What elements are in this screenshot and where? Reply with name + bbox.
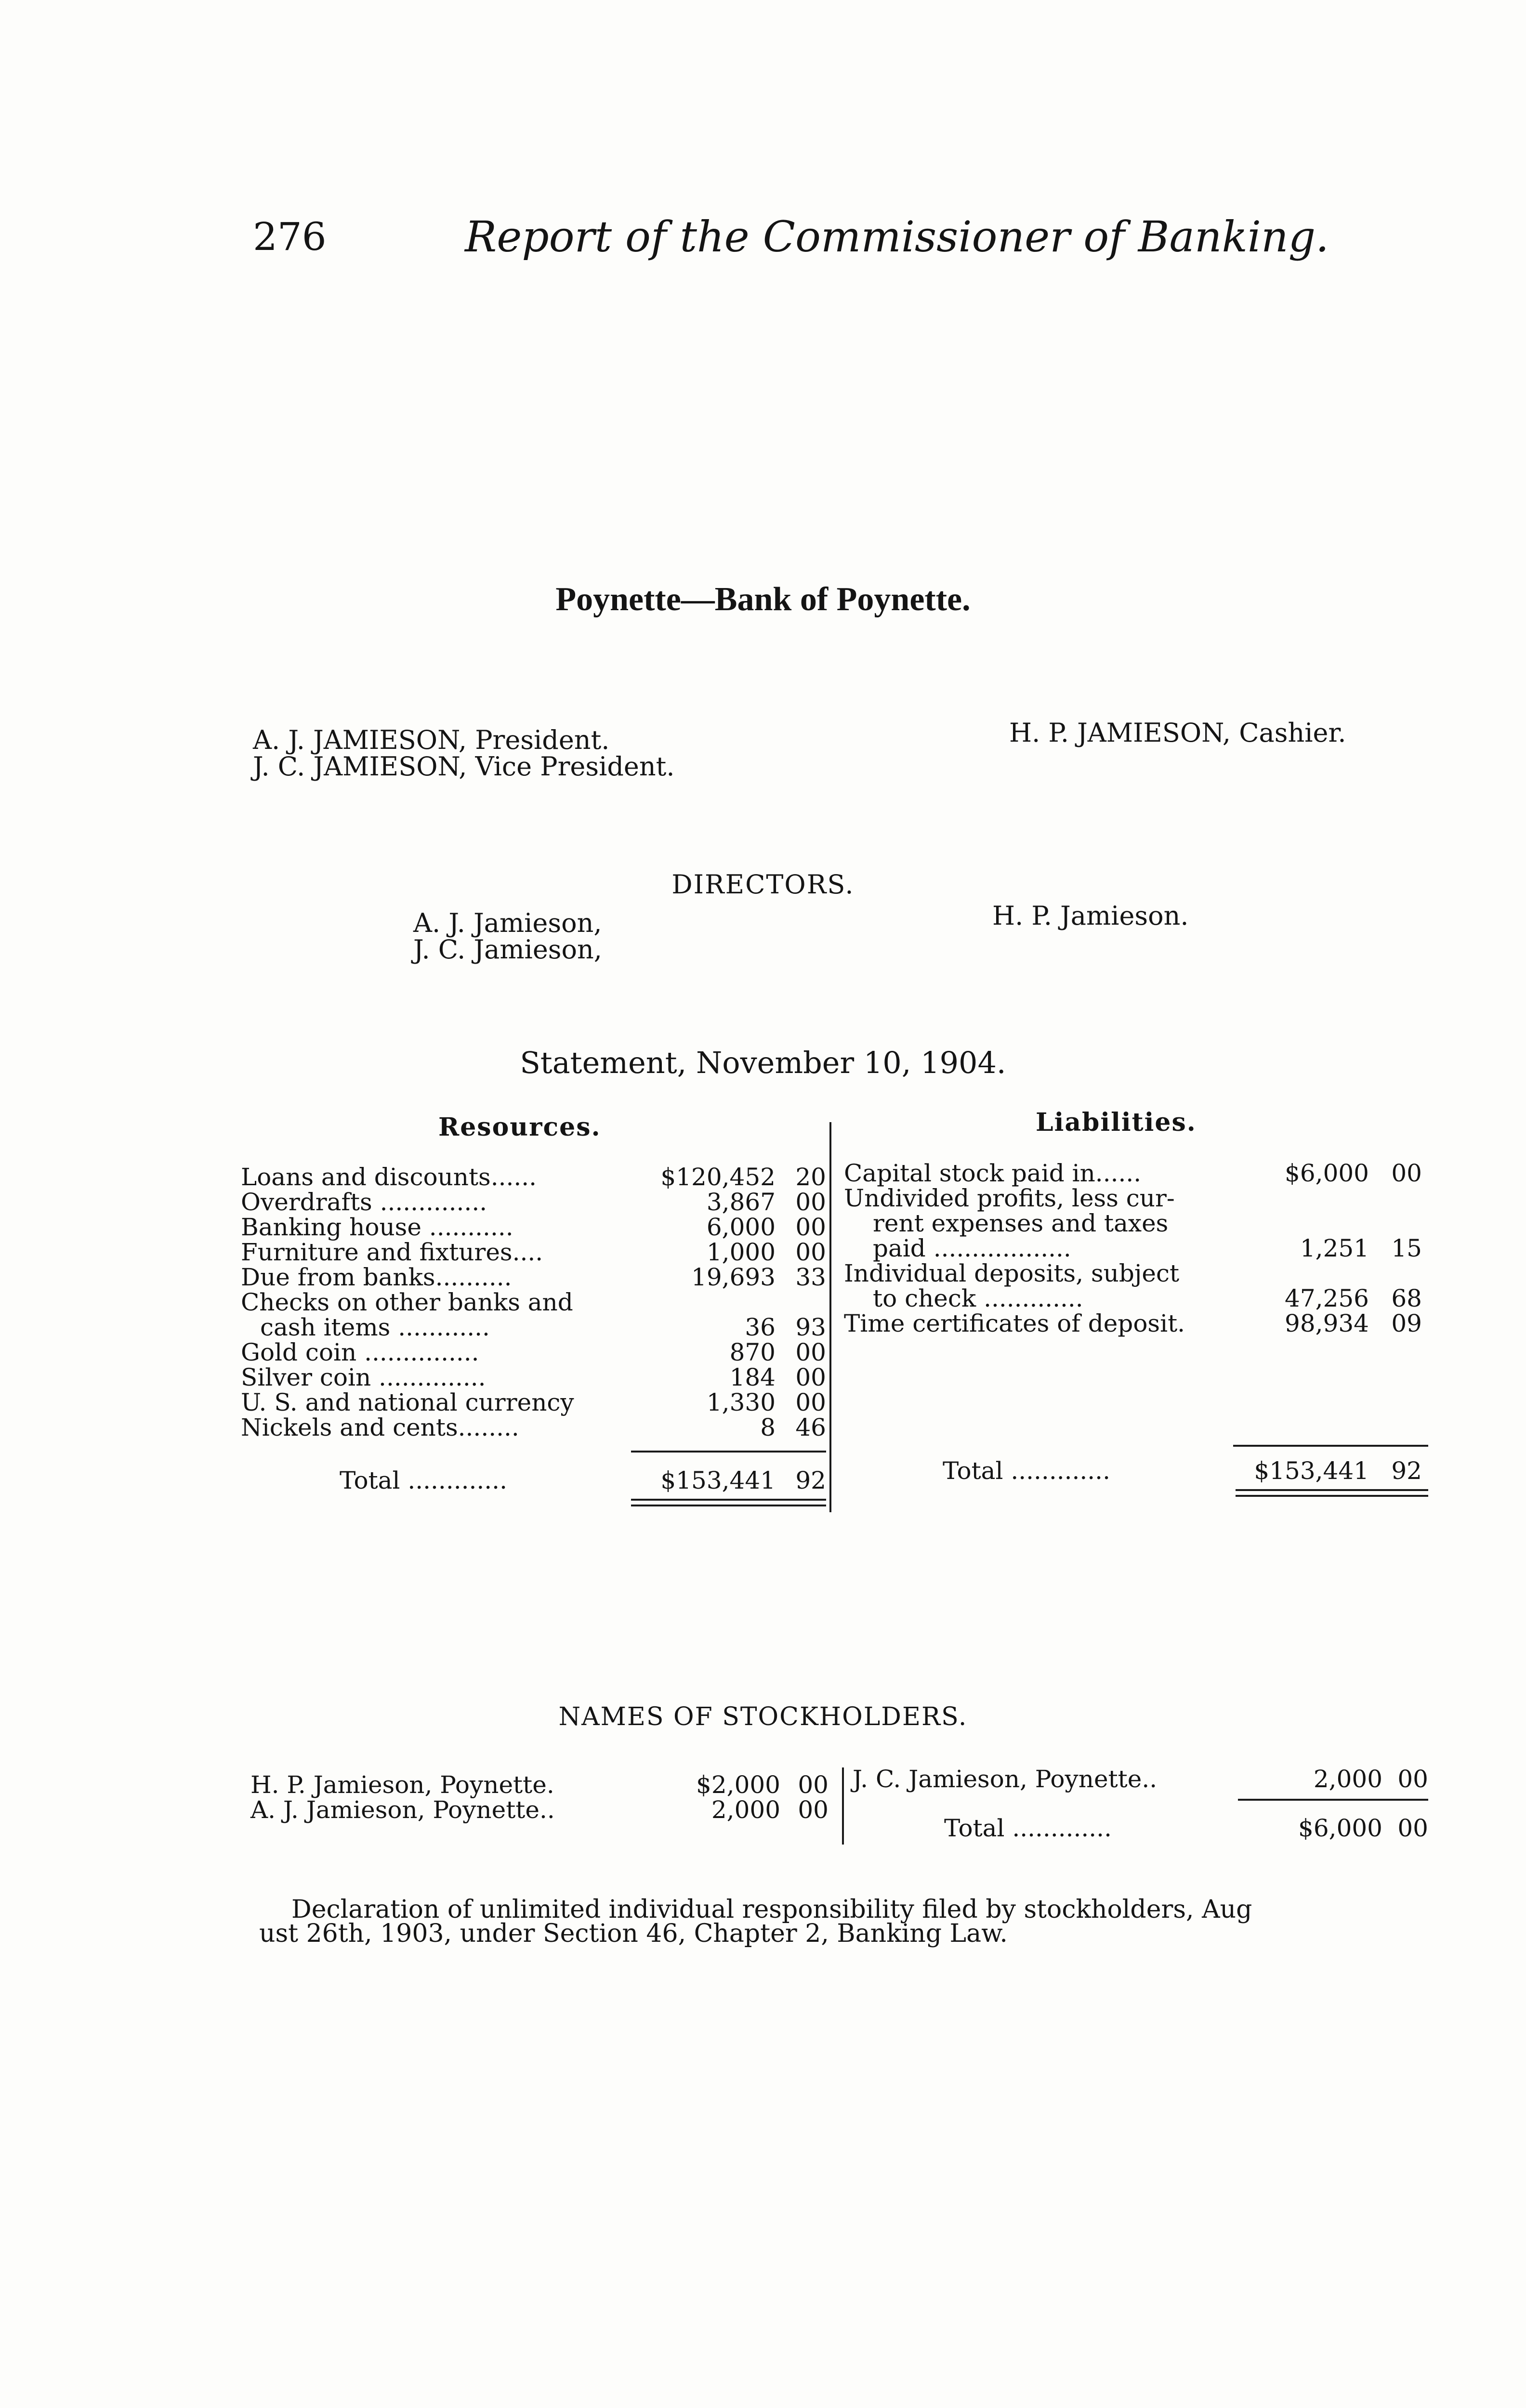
declaration-line: Declaration of unlimited individual responsibility filed by stockholders, Aug [291, 1895, 1252, 1924]
row-cents: 00 [795, 1363, 826, 1391]
row-dollars: $120,452 [660, 1163, 776, 1191]
row-cents: 33 [795, 1263, 826, 1291]
total-cents: 92 [1391, 1457, 1422, 1485]
total-label: Total ............. [944, 1814, 1112, 1842]
row-dollars: 1,330 [706, 1388, 776, 1416]
total-rule [631, 1451, 826, 1453]
director-name: H. P. Jamieson. [992, 901, 1189, 931]
stockholder-dollars: 2,000 [1313, 1765, 1382, 1793]
row-label: Due from banks.......... [241, 1263, 512, 1291]
running-title: Report of the Commissioner of Banking. [465, 212, 1329, 262]
stockholder-dollars: 2,000 [711, 1796, 780, 1824]
directors-heading: DIRECTORS. [671, 869, 855, 900]
row-dollars: 19,693 [691, 1263, 776, 1291]
row-label: paid .................. [873, 1234, 1071, 1262]
stockholder-name: A. J. Jamieson, Poynette.. [250, 1796, 555, 1824]
double-rule [631, 1499, 826, 1506]
row-label: U. S. and national currency [241, 1388, 574, 1416]
row-cents: 93 [795, 1313, 826, 1341]
row-label: Checks on other banks and [241, 1288, 573, 1316]
row-label: Undivided profits, less cur- [844, 1184, 1175, 1212]
resources-heading: Resources. [438, 1112, 601, 1142]
declaration-line: ust 26th, 1903, under Section 46, Chapter 2, Banking Law. [259, 1919, 1008, 1948]
row-cents: 00 [1391, 1159, 1422, 1187]
row-label: Gold coin ............... [241, 1338, 479, 1366]
stockholder-name: J. C. Jamieson, Poynette.. [853, 1765, 1158, 1793]
row-label: Overdrafts .............. [241, 1188, 487, 1216]
row-label: Furniture and fixtures.... [241, 1238, 543, 1266]
row-label: Loans and discounts...... [241, 1163, 537, 1191]
row-dollars: 184 [729, 1363, 776, 1391]
row-label: Individual deposits, subject [844, 1259, 1180, 1287]
officer-cashier: H. P. JAMIESON, Cashier. [1009, 718, 1346, 748]
row-label: to check ............. [873, 1284, 1083, 1312]
row-dollars: 1,000 [706, 1238, 776, 1266]
stockholder-cents: 00 [798, 1796, 829, 1824]
row-label: rent expenses and taxes [873, 1209, 1169, 1237]
row-label: Silver coin .............. [241, 1363, 486, 1391]
row-dollars: 6,000 [706, 1213, 776, 1241]
director-name: A. J. Jamieson, [413, 908, 602, 938]
total-rule [1238, 1799, 1428, 1801]
row-dollars: 3,867 [706, 1188, 776, 1216]
stockholders-divider [842, 1767, 844, 1845]
total-cents: 00 [1397, 1814, 1428, 1842]
bank-title: Poynette—Bank of Poynette. [555, 581, 971, 618]
row-label: Nickels and cents........ [241, 1413, 519, 1441]
officer-vice-president: J. C. JAMIESON, Vice President. [253, 751, 675, 782]
row-cents: 09 [1391, 1309, 1422, 1337]
director-name: J. C. Jamieson, [413, 934, 602, 965]
row-dollars: 36 [745, 1313, 776, 1341]
row-cents: 46 [795, 1413, 826, 1441]
stockholder-cents: 00 [798, 1771, 829, 1799]
page-number: 276 [253, 214, 327, 259]
row-dollars: 870 [729, 1338, 776, 1366]
row-cents: 00 [795, 1338, 826, 1366]
row-label: Capital stock paid in...... [844, 1159, 1142, 1187]
officer-president: A. J. JAMIESON, President. [253, 725, 610, 755]
row-dollars: $6,000 [1285, 1159, 1369, 1187]
row-label: cash items ............ [260, 1313, 490, 1341]
total-rule [1233, 1445, 1428, 1447]
row-label: Time certificates of deposit. [844, 1309, 1185, 1337]
row-cents: 00 [795, 1188, 826, 1216]
column-divider [829, 1122, 831, 1512]
row-cents: 20 [795, 1163, 826, 1191]
double-rule [1236, 1489, 1428, 1497]
row-dollars: 1,251 [1300, 1234, 1369, 1262]
total-dollars: $6,000 [1298, 1814, 1382, 1842]
total-dollars: $153,441 [1254, 1457, 1369, 1485]
total-label: Total ............. [340, 1466, 507, 1494]
row-cents: 15 [1391, 1234, 1422, 1262]
row-dollars: 47,256 [1285, 1284, 1369, 1312]
row-label: Banking house ........... [241, 1213, 513, 1241]
row-dollars: 8 [760, 1413, 776, 1441]
row-cents: 00 [795, 1238, 826, 1266]
stockholder-dollars: $2,000 [696, 1771, 780, 1799]
row-cents: 00 [795, 1388, 826, 1416]
liabilities-heading: Liabilities. [1036, 1108, 1197, 1137]
total-dollars: $153,441 [660, 1466, 776, 1494]
total-label: Total ............. [943, 1457, 1110, 1485]
row-cents: 00 [795, 1213, 826, 1241]
stockholder-name: H. P. Jamieson, Poynette. [250, 1771, 554, 1799]
stockholder-cents: 00 [1397, 1765, 1428, 1793]
stockholders-heading: NAMES OF STOCKHOLDERS. [558, 1702, 968, 1731]
statement-title: Statement, November 10, 1904. [520, 1045, 1006, 1080]
row-dollars: 98,934 [1285, 1309, 1369, 1337]
total-cents: 92 [795, 1466, 826, 1494]
row-cents: 68 [1391, 1284, 1422, 1312]
